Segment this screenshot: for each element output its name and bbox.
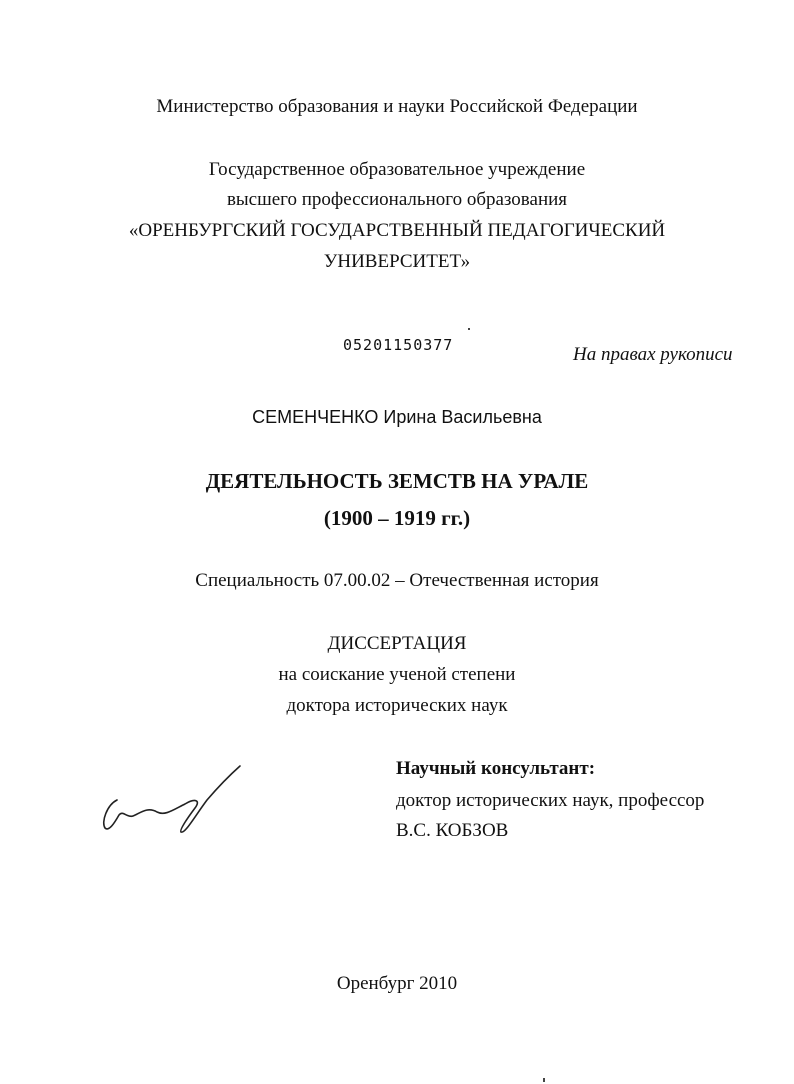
consultant-title: доктор исторических наук, профессор bbox=[396, 790, 705, 811]
city-year: Оренбург 2010 bbox=[336, 973, 458, 994]
dissertation-title-line-2: (1900 – 1919 гг.) bbox=[323, 506, 471, 530]
institution-line-1: Государственное образовательное учреждение bbox=[208, 159, 586, 180]
ministry-line: Министерство образования и науки Российской Федерации bbox=[156, 96, 638, 117]
author-name: СЕМЕНЧЕНКО Ирина Васильевна bbox=[252, 407, 542, 427]
university-name-line-1: «ОРЕНБУРГСКИЙ ГОСУДАРСТВЕННЫЙ ПЕДАГОГИЧЕСКИЙ bbox=[128, 220, 666, 241]
registry-number: 05201150377 bbox=[343, 336, 454, 354]
scan-speck bbox=[468, 328, 470, 330]
scan-speck bbox=[543, 1078, 545, 1082]
specialty-line: Специальность 07.00.02 – Отечественная история bbox=[195, 570, 599, 591]
university-name-line-2: УНИВЕРСИТЕТ» bbox=[323, 251, 471, 272]
consultant-label: Научный консультант: bbox=[396, 758, 596, 779]
handwritten-signature bbox=[95, 760, 255, 840]
consultant-name: В.С. КОБЗОВ bbox=[396, 820, 509, 841]
dissertation-title-line-1: ДЕЯТЕЛЬНОСТЬ ЗЕМСТВ НА УРАЛЕ bbox=[205, 469, 589, 493]
degree-line-2: доктора исторических наук bbox=[286, 695, 508, 716]
degree-line-1: на соискание ученой степени bbox=[278, 664, 516, 685]
manuscript-rights: На правах рукописи bbox=[573, 344, 733, 365]
degree-heading: ДИССЕРТАЦИЯ bbox=[327, 633, 467, 654]
institution-line-2: высшего профессионального образования bbox=[226, 189, 568, 210]
